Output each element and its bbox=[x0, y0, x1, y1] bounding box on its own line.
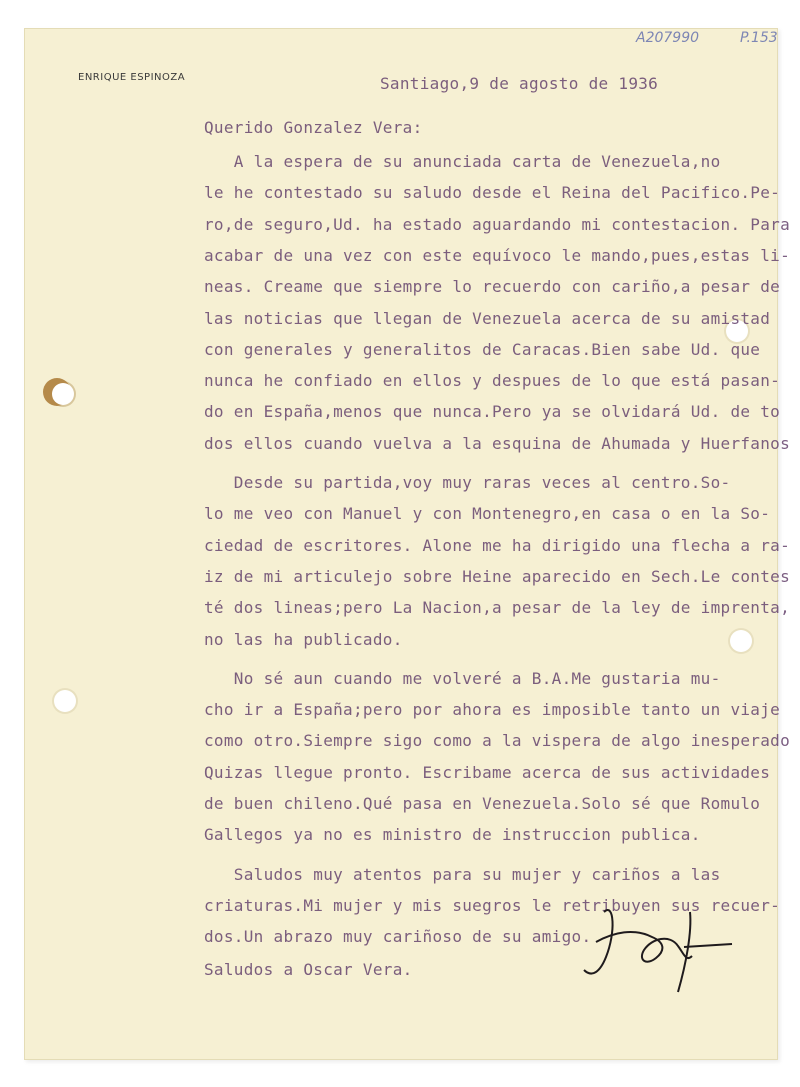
body-line: Quizas llegue pronto. Escribame acerca de sus actividades bbox=[204, 762, 771, 782]
date-line: Santiago,9 de agosto de 1936 bbox=[380, 74, 659, 93]
body-line: Gallegos ya no es ministro de instruccion publica. bbox=[204, 825, 701, 845]
body-line: Desde su partida,voy muy raras veces al centro.So- bbox=[204, 473, 731, 492]
body-line: neas. Creame que siempre lo recuerdo con cariño,a pesar de bbox=[204, 277, 781, 297]
punch-hole-bottom bbox=[54, 690, 76, 712]
punch-hole-right-bottom bbox=[730, 630, 752, 652]
body-line: de buen chileno.Qué pasa en Venezuela.Solo sé que Romulo bbox=[204, 794, 761, 813]
body-line: iz de mi articulejo sobre Heine aparecido en Sech.Le contes bbox=[204, 566, 791, 586]
handwritten-signature-icon bbox=[574, 892, 734, 1007]
body-line: té dos lineas;pero La Nacion,a pesar de la ley de imprenta, bbox=[204, 598, 791, 618]
body-line: lo me veo con Manuel y con Montenegro,en casa o en la So- bbox=[204, 504, 771, 524]
body-line: criaturas.Mi mujer y mis suegros le retribuyen sus recuer- bbox=[204, 895, 781, 915]
body-line: le he contestado su saludo desde el Reina del Pacifico.Pe- bbox=[204, 183, 781, 203]
sender-stamp: ENRIQUE ESPINOZA bbox=[78, 72, 186, 83]
archive-code: A207990 bbox=[636, 30, 700, 46]
body-line: cho ir a España;pero por ahora es imposible tanto un viaje bbox=[204, 700, 781, 720]
body-line: Saludos muy atentos para su mujer y cariños a las bbox=[204, 864, 721, 884]
body-line: como otro.Siempre sigo como a la vispera de algo inesperado bbox=[204, 731, 791, 751]
body-line: dos.Un abrazo muy cariñoso de su amigo. bbox=[204, 927, 592, 947]
body-line: No sé aun cuando me volveré a B.A.Me gustaria mu- bbox=[204, 668, 721, 688]
body-line: ro,de seguro,Ud. ha estado aguardando mi contestacion. Para bbox=[204, 214, 791, 234]
body-line: A la espera de su anunciada carta de Venezuela,no bbox=[204, 152, 721, 171]
body-line: acabar de una vez con este equívoco le mando,pues,estas li- bbox=[204, 245, 791, 265]
body-line: do en España,menos que nunca.Pero ya se olvidará Ud. de to bbox=[204, 402, 781, 422]
page-mark: P.153 bbox=[740, 30, 778, 46]
salutation: Querido Gonzalez Vera: bbox=[204, 118, 423, 137]
body-line: ciedad de escritores. Alone me ha dirigido una flecha a ra- bbox=[204, 535, 791, 555]
body-line: dos ellos cuando vuelva a la esquina de Ahumada y Huerfanos bbox=[204, 433, 791, 453]
body-line: las noticias que llegan de Venezuela acerca de su amistad bbox=[204, 308, 771, 328]
body-line: con generales y generalitos de Caracas.Bien sabe Ud. que bbox=[204, 339, 761, 359]
body-line: no las ha publicado. bbox=[204, 629, 403, 649]
body-line: nunca he confiado en ellos y despues de lo que está pasan- bbox=[204, 371, 781, 391]
punch-hole-top bbox=[52, 383, 74, 405]
postscript: Saludos a Oscar Vera. bbox=[204, 960, 413, 979]
